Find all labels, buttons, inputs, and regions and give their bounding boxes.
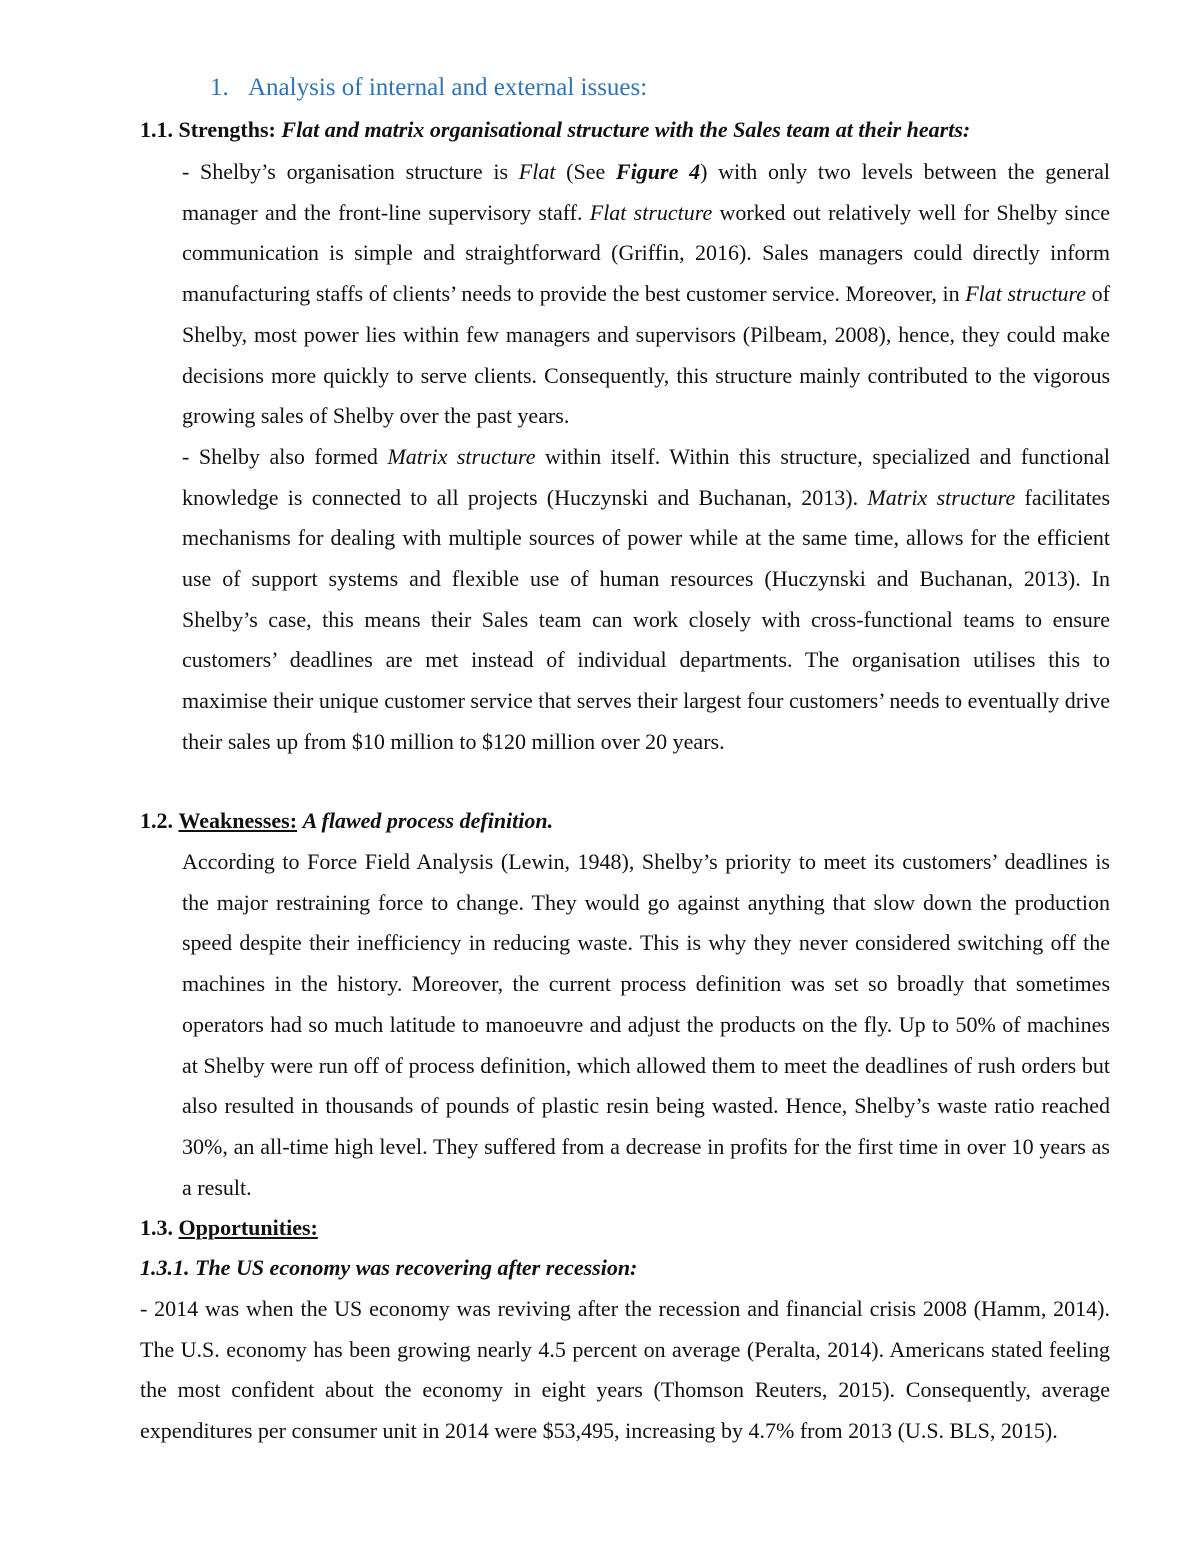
strengths-subtitle: Flat and matrix organisational structure with the Sales team at their hearts: (281, 117, 971, 142)
weaknesses-label: Weaknesses: (178, 808, 298, 833)
opportunities-number: 1.3. (140, 1215, 173, 1240)
weaknesses-paragraph: According to Force Field Analysis (Lewin, 1948), Shelby’s priority to meet its customers’ deadlines is the major restraining force to change. They would go against anything that slow down the production speed despite their inefficiency in reducing waste. This is why they never considered switching off the machines in the history. Moreover, the current process definition was set so broadly that sometimes operators had so much latitude to manoeuvre and adjust the products on the fly. Up to 50% of machines at Shelby were run off of process definition, which allowed them to meet the deadlines of rush orders but also resulted in thousands of pounds of plastic resin being wasted. Hence, Shelby’s waste ratio reached 30%, an all-time high level. They suffered from a decrease in profits for the first time in over 10 years as a result. (182, 849, 1110, 1200)
section-number: 1. (210, 74, 229, 101)
weaknesses-body (182, 842, 1110, 1208)
opportunities-body (140, 1289, 1110, 1452)
us-economy-paragraph: - 2014 was when the US economy was reviving after the recession and financial crisis 2008 (Hamm, 2014). The U.S. economy has been growing nearly 4.5 percent on average (Peralta, 2014). Americans stated feeling the most confident about the economy in eight years (Thomson Reuters, 2015). Consequently, average expenditures per consumer unit in 2014 were $53,495, increasing by 4.7% from 2013 (U.S. BLS, 2015). (140, 1296, 1110, 1444)
strengths-number: 1.1. (140, 117, 173, 142)
weaknesses-number: 1.2. (140, 808, 173, 833)
opportunities-subheading (140, 1248, 637, 1288)
section-title: Analysis of internal and external issues: (248, 74, 648, 101)
opportunities-heading (140, 1208, 318, 1248)
strengths-paragraph-flat: - Shelby’s organisation structure is Flat (See Figure 4) with only two levels between the general manager and the front-line supervisory staff. Flat structure worked out relatively well for Shelby since communication is simple and straightforward (Griffin, 2016). Sales managers could directly inform manufacturing staffs of clients’ needs to provide the best customer service. Moreover, in Flat structure of Shelby, most power lies within few managers and supervisors (Pilbeam, 2008), hence, they could make decisions more quickly to serve clients. Consequently, this structure mainly contributed to the vigorous growing sales of Shelby over the past years. (182, 159, 1110, 429)
us-economy-subtitle: 1.3.1. The US economy was recovering after recession: (140, 1255, 638, 1280)
section-heading (210, 68, 647, 108)
strengths-heading (140, 110, 970, 150)
strengths-label: Strengths: (178, 117, 276, 142)
strengths-paragraph-matrix: - Shelby also formed Matrix structure within itself. Within this structure, specialized and functional knowledge is connected to all projects (Huczynski and Buchanan, 2013). Matrix structure facilitates mechanisms for dealing with multiple sources of power while at the same time, allows for the efficient use of support systems and flexible use of human resources (Huczynski and Buchanan, 2013). In Shelby’s case, this means their Sales team can work closely with cross-functional teams to ensure customers’ deadlines are met instead of individual departments. The organisation utilises this to maximise their unique customer service that serves their largest four customers’ needs to eventually drive their sales up from $10 million to $120 million over 20 years. (182, 443, 1111, 754)
weaknesses-subtitle: A flawed process definition. (302, 808, 554, 833)
strengths-body (182, 152, 1110, 763)
weaknesses-heading (140, 801, 553, 841)
opportunities-label: Opportunities: (178, 1215, 318, 1240)
